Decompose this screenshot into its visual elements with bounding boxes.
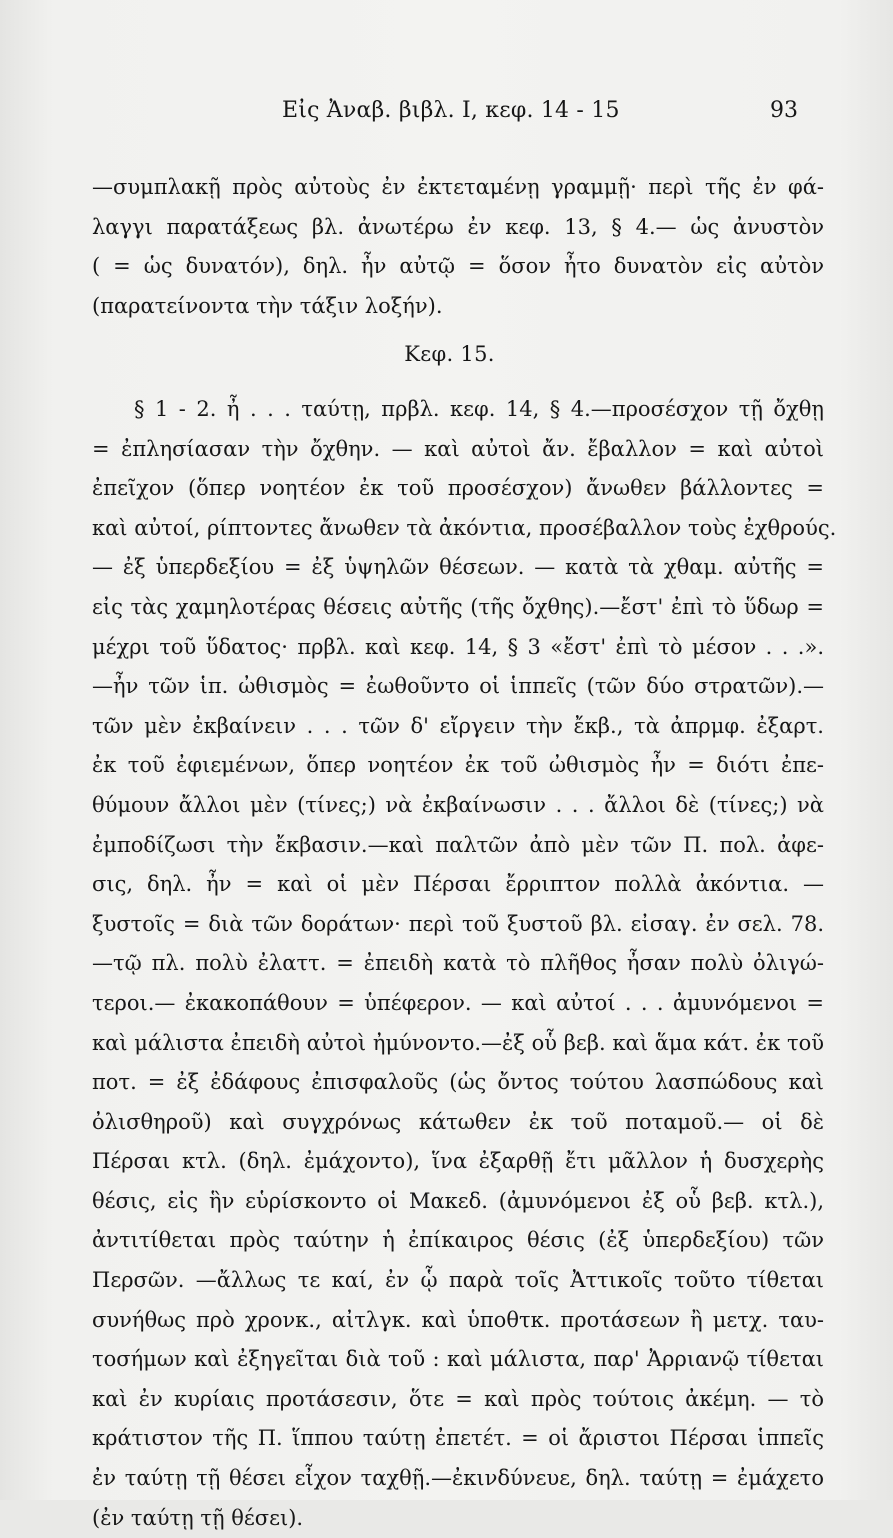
text-line: —συμπλακῇ πρὸς αὐτοὺς ἐν ἐκτεταμένῃ γραμμῇ· περὶ τῆς ἐν φά-	[92, 175, 824, 199]
text-line: § 1 - 2. ἦ . . . ταύτῃ, πρβλ. κεφ. 14, § 4.—προσέσχον τῇ ὄχθῃ	[134, 397, 824, 421]
text-line: μέχρι τοῦ ὕδατος· πρβλ. καὶ κεφ. 14, § 3 «ἔστ' ἐπὶ τὸ μέσον . . .».	[92, 634, 824, 659]
text-line: ἐν ταύτῃ τῇ θέσει εἶχον ταχθῇ.—ἐκινδύνευε, δηλ. ταύτῃ = ἐμάχετο	[92, 1466, 824, 1491]
page-number: 93	[770, 98, 798, 123]
text-line: καὶ μάλιστα ἐπειδὴ αὐτοὶ ἠμύνοντο.—ἐξ οὗ βεβ. καὶ ἅμα κάτ. ἐκ τοῦ	[92, 1030, 824, 1055]
text-line: κράτιστον τῆς Π. ἵππου ταύτῃ ἐπετέτ. = οἱ ἄριστοι Πέρσαι ἱππεῖς	[92, 1426, 824, 1451]
text-line: ἐμποδίζωσι τὴν ἔκβασιν.—καὶ παλτῶν ἀπὸ μὲν τῶν Π. πολ. ἀφε-	[92, 832, 824, 857]
text-line: ὀλισθηροῦ) καὶ συγχρόνως κάτωθεν ἐκ τοῦ ποταμοῦ.— οἱ δὲ	[92, 1109, 824, 1134]
text-line: = ἐπλησίασαν τὴν ὄχθην. — καὶ αὐτοὶ ἄν. ἔβαλλον = καὶ αὐτοὶ	[92, 436, 824, 461]
text-line: ἀντιτίθεται πρὸς ταύτην ἡ ἐπίκαιρος θέσις (ἐξ ὑπερδεξίου) τῶν	[92, 1228, 824, 1253]
text-line: (ἐν ταύτῃ τῇ θέσει).	[92, 1505, 304, 1530]
text-line: τοσήμων καὶ ἐξηγεῖται διὰ τοῦ : καὶ μάλιστα, παρ' Ἀρριανῷ τίθεται	[92, 1347, 824, 1372]
text-line: εἰς τὰς χαμηλοτέρας θέσεις αὐτῆς (τῆς ὄχθης).—ἔστ' ἐπὶ τὸ ὕδωρ =	[92, 594, 824, 619]
text-line: — ἐξ ὑπερδεξίου = ἐξ ὑψηλῶν θέσεων. — κατὰ τὰ χθαμ. αὐτῆς =	[92, 555, 824, 580]
text-line: (παρατείνοντα τὴν τάξιν λοξήν).	[92, 293, 443, 318]
text-line: τεροι.— ἐκακοπάθουν = ὑπέφερον. — καὶ αὐτοί . . . ἀμυνόμενοι =	[92, 990, 824, 1015]
text-line: —ἦν τῶν ἱπ. ὠθισμὸς = ἐωθοῦντο οἱ ἱππεῖς (τῶν δύο στρατῶν).—	[92, 674, 824, 699]
text-line: ἐκ τοῦ ἐφιεμένων, ὅπερ νοητέον ἐκ τοῦ ὠθισμὸς ἦν = διότι ἐπε-	[92, 753, 824, 778]
text-line: θέσις, εἰς ἣν εὑρίσκοντο οἱ Μακεδ. (ἀμυνόμενοι ἐξ οὗ βεβ. κτλ.),	[92, 1188, 824, 1213]
commentary-paragraph-2	[92, 390, 837, 1538]
text-line: θύμουν ἄλλοι μὲν (τίνες;) νὰ ἐκβαίνωσιν . . . ἄλλοι δὲ (τίνες;) νὰ	[92, 792, 824, 817]
text-line: λαγγι παρατάξεως βλ. ἀνωτέρω ἐν κεφ. 13, § 4.— ὡς ἀνυστὸν	[92, 214, 824, 239]
text-line: —τῷ πλ. πολὺ ἐλαττ. = ἐπειδὴ κατὰ τὸ πλῆθος ἦσαν πολὺ ὀλιγώ-	[92, 951, 824, 976]
text-line: καὶ ἐν κυρίαις προτάσεσιν, ὅτε = καὶ πρὸς τούτοις ἀκέμη. — τὸ	[92, 1386, 824, 1411]
text-line: καὶ αὐτοί, ρίπτοντες ἄνωθεν τὰ ἀκόντια, προσέβαλλον τοὺς ἐχθρούς.	[92, 515, 837, 540]
text-line: ἐπεῖχον (ὅπερ νοητέον ἐκ τοῦ προσέσχον) ἄνωθεν βάλλοντες =	[92, 476, 824, 501]
text-line: ( = ὡς δυνατόν), δηλ. ἦν αὐτῷ = ὅσον ἦτο δυνατὸν εἰς αὐτὸν	[92, 254, 824, 279]
text-line: τῶν μὲν ἐκβαίνειν . . . τῶν δ' εἴργειν τὴν ἔκβ., τὰ ἀπρμφ. ἐξαρτ.	[92, 713, 824, 738]
running-title: Εἰς Ἀναβ. βιβλ. I, κεφ. 14 - 15	[282, 98, 620, 123]
text-line: σις, δηλ. ἦν = καὶ οἱ μὲν Πέρσαι ἔρριπτον πολλὰ ἀκόντια. —	[92, 872, 824, 897]
text-line: ξυστοῖς = διὰ τῶν δοράτων· περὶ τοῦ ξυστοῦ βλ. εἰσαγ. ἐν σελ. 78.	[92, 911, 824, 936]
text-line: Πέρσαι κτλ. (δηλ. ἐμάχοντο), ἵνα ἐξαρθῇ ἔτι μᾶλλον ἡ δυσχερὴς	[92, 1149, 824, 1174]
chapter-heading: Κεφ. 15.	[404, 342, 495, 366]
running-head	[0, 98, 893, 134]
commentary-paragraph-1	[92, 168, 824, 326]
text-line: Περσῶν. —ἄλλως τε καί, ἐν ᾧ παρὰ τοῖς Ἀττικοῖς τοῦτο τίθεται	[92, 1268, 824, 1293]
text-line: ποτ. = ἐξ ἐδάφους ἐπισφαλοῦς (ὡς ὄντος τούτου λασπώδους καὶ	[92, 1070, 824, 1095]
text-line: συνήθως πρὸ χρονκ., αἰτλγκ. καὶ ὑποθτκ. προτάσεων ἢ μετχ. ταυ-	[92, 1307, 824, 1332]
